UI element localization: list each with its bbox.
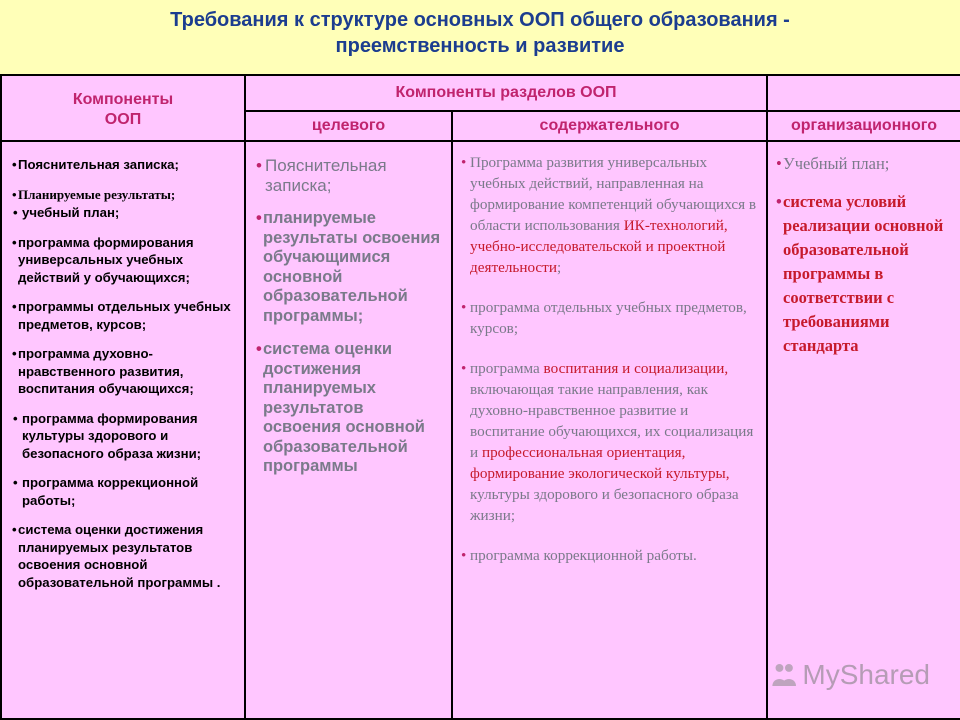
header-sections: Компоненты разделов ООП: [245, 75, 767, 111]
text-span: включающая такие направления, как духовно-нравственное развитие и воспитание обучающихся, их социализация и: [470, 381, 754, 461]
list-item: • Учебный план;: [776, 152, 954, 176]
list-item: • программа формирования универсальных учебных действий у обучающихся;: [12, 234, 240, 287]
slide-title: [0, 0, 960, 74]
list-item: • программа отдельных учебных предметов, курсов;: [461, 297, 760, 339]
list-item: • планируемые результаты освоения обучающимися основной образовательной программы;: [256, 209, 445, 326]
highlight-span: профессиональная ориентация, формирование экологической культуры,: [470, 444, 730, 482]
list-item: • программа формирования культуры здорового и безопасного образа жизни;: [12, 410, 240, 463]
list-item: • система оценки достижения планируемых результатов освоения основной образовательной программы: [256, 340, 445, 477]
list-item: • программа коррекционной работы;: [12, 474, 240, 509]
column-components-list: [1, 141, 245, 719]
slide-title-line2: преемственность и развитие: [335, 35, 625, 57]
highlight-span: воспитания и социализации,: [543, 360, 729, 377]
list-item: [461, 152, 760, 278]
subheader-target: целевого: [245, 111, 452, 141]
text-span: Программа развития универсальных учебных действий, направленная на формирование компетенций обучающихся в области использования: [470, 154, 757, 234]
header-components-line2: ООП: [104, 111, 142, 128]
watermark-logo: [770, 655, 930, 695]
column-organizational-list: [767, 141, 960, 719]
text-span: культуры здорового и безопасного образа жизни;: [470, 486, 739, 524]
highlight-span: ИК-технологий, учебно-исследовательской и проектной деятельности: [470, 217, 728, 276]
list-item: • система условий реализации основной образовательной программы в соответствии с требованиями стандарта: [776, 190, 954, 358]
list-item: • программа коррекционной работы.: [461, 545, 760, 566]
text-span: программа: [470, 360, 544, 377]
header-components-oop: [1, 75, 245, 141]
list-item: • учебный план;: [12, 204, 240, 222]
list-item: • Планируемые результаты;: [12, 186, 240, 204]
watermark-text: MyShared: [802, 659, 930, 690]
column-target-list: [245, 141, 452, 719]
header-components-line1: Компоненты: [72, 91, 174, 108]
list-item: • Пояснительная записка;: [256, 156, 445, 195]
list-item: • программы отдельных учебных предметов, курсов;: [12, 298, 240, 333]
subheader-content: содержательного: [452, 111, 767, 141]
people-icon: [770, 657, 798, 693]
list-item: • Пояснительная записка;: [12, 156, 240, 174]
column-content-list: [452, 141, 767, 719]
list-item: [461, 358, 760, 526]
text-span: ;: [556, 259, 562, 276]
list-item: • система оценки достижения планируемых результатов освоения основной образовательной программы .: [12, 521, 240, 591]
slide-title-line1: Требования к структуре основных ООП общего образования -: [170, 9, 790, 31]
subheader-organizational: организационного: [767, 111, 960, 141]
header-empty-cell: [767, 75, 960, 111]
oop-structure-table: [0, 74, 960, 720]
list-item: • программа духовно-нравственного развития, воспитания обучающихся;: [12, 345, 240, 398]
